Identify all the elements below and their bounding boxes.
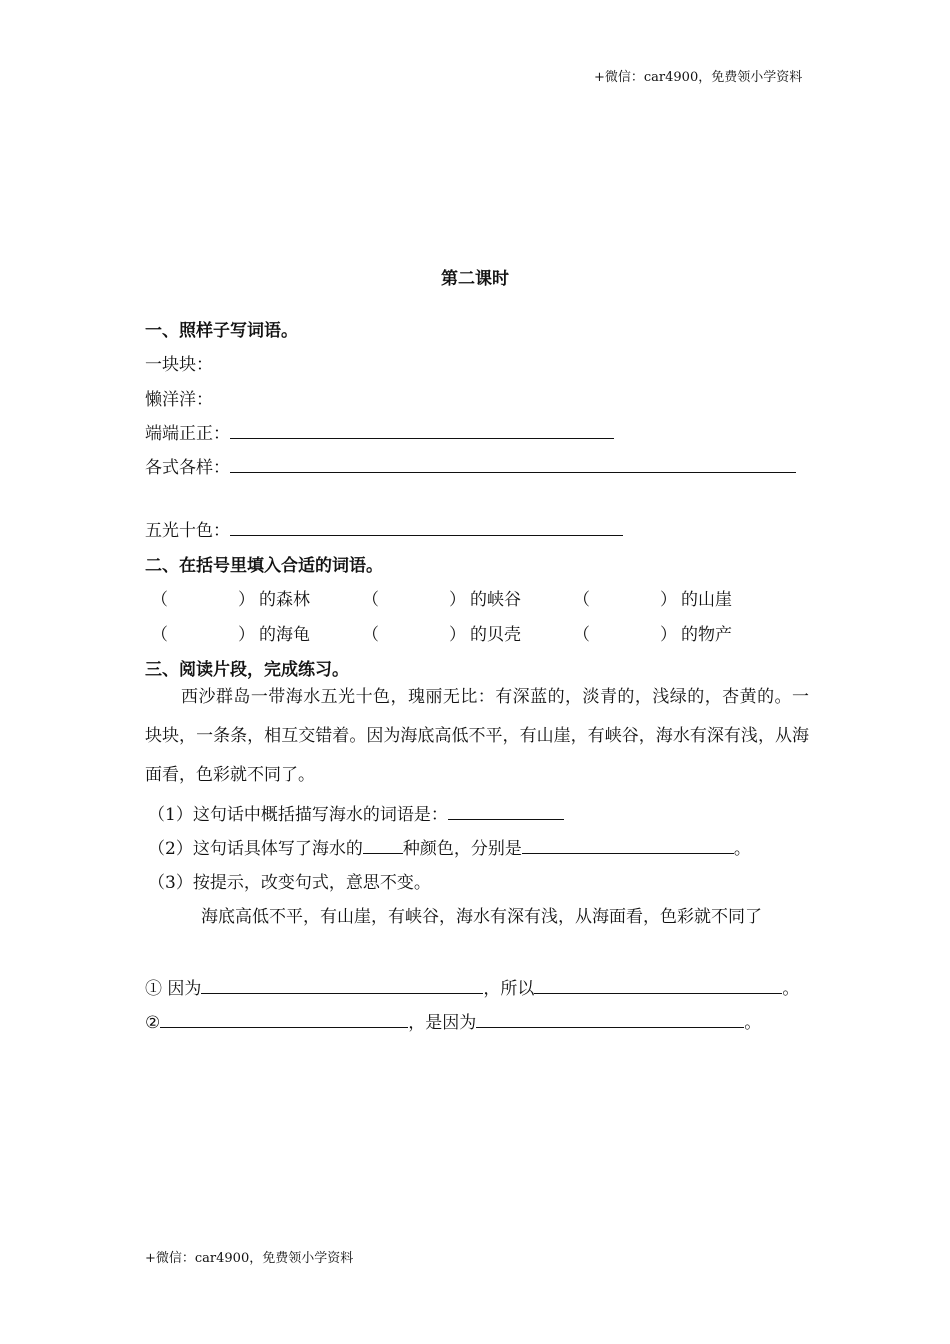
paren-close: ） bbox=[660, 590, 677, 610]
answer-line-1 bbox=[145, 974, 799, 999]
phrase-beike: 的贝壳 bbox=[470, 625, 521, 645]
item-label: 端端正正： bbox=[145, 424, 230, 444]
question-3-sentence: 海底高低不平，有山崖，有峡谷，海水有深有浅，从海面看，色彩就不同了 bbox=[201, 907, 762, 927]
paren-open[interactable]: （ bbox=[573, 590, 590, 610]
item-lanyangyang: 懒洋洋： bbox=[145, 390, 213, 410]
reading-passage: 西沙群岛一带海水五光十色，瑰丽无比：有深蓝的，淡青的，浅绿的，杏黄的。一块块，一条条，相互交错着。因为海底高低不平，有山崖，有峡谷，海水有深有浅，从海面看，色彩就不同了。 bbox=[145, 687, 809, 785]
item-duanduanzhengzheng bbox=[145, 419, 614, 444]
section1-heading: 一、照样子写词语。 bbox=[145, 321, 298, 341]
question-2 bbox=[148, 834, 751, 859]
paren-open[interactable]: （ bbox=[151, 590, 168, 610]
phrase-wuchan: 的物产 bbox=[681, 625, 732, 645]
item-wuguangshise bbox=[145, 516, 623, 541]
paren-close: ） bbox=[449, 625, 466, 645]
question-3: （3）按提示，改变句式，意思不变。 bbox=[148, 873, 431, 893]
question-text: （2）这句话具体写了海水的 bbox=[148, 839, 363, 859]
paren-open[interactable]: （ bbox=[151, 625, 168, 645]
answer-blank[interactable] bbox=[230, 454, 796, 473]
paren-close: ） bbox=[238, 625, 255, 645]
paren-close: ） bbox=[660, 625, 677, 645]
phrase-shanya: 的山崖 bbox=[681, 590, 732, 610]
answer-line-2 bbox=[145, 1008, 761, 1033]
answer-prefix: ① 因为 bbox=[145, 979, 202, 999]
answer-prefix: ② bbox=[145, 1013, 161, 1033]
answer-blank[interactable] bbox=[522, 835, 734, 854]
section2-heading: 二、在括号里填入合适的词语。 bbox=[145, 556, 383, 576]
answer-blank[interactable] bbox=[201, 975, 483, 994]
paren-open[interactable]: （ bbox=[362, 625, 379, 645]
paren-open[interactable]: （ bbox=[573, 625, 590, 645]
answer-blank[interactable] bbox=[476, 1009, 744, 1028]
punctuation: 。 bbox=[733, 839, 751, 859]
phrase-senlin: 的森林 bbox=[259, 590, 310, 610]
footer-note: +微信：car4900，免费领小学资料 bbox=[145, 1251, 354, 1266]
item-label: 各式各样： bbox=[145, 458, 230, 478]
paren-close: ） bbox=[238, 590, 255, 610]
punctuation: 。 bbox=[744, 1013, 762, 1033]
paren-open[interactable]: （ bbox=[362, 590, 379, 610]
punctuation: 。 bbox=[782, 979, 800, 999]
item-yikuaikuai: 一块块： bbox=[145, 355, 213, 375]
connector-text: ，所以 bbox=[483, 979, 535, 999]
answer-blank[interactable] bbox=[230, 420, 614, 439]
paren-close: ） bbox=[449, 590, 466, 610]
section3-heading: 三、阅读片段，完成练习。 bbox=[145, 660, 349, 680]
connector-text: ，是因为 bbox=[408, 1013, 477, 1033]
item-geshigeyang bbox=[145, 453, 796, 478]
question-text: （1）这句话中概括描写海水的词语是： bbox=[148, 805, 448, 825]
answer-blank[interactable] bbox=[230, 517, 623, 536]
question-1 bbox=[148, 800, 564, 825]
phrase-xiagu: 的峡谷 bbox=[470, 590, 521, 610]
phrase-haigui: 的海龟 bbox=[259, 625, 310, 645]
answer-blank[interactable] bbox=[534, 975, 782, 994]
page-title: 第二课时 bbox=[441, 269, 509, 289]
answer-blank[interactable] bbox=[160, 1009, 408, 1028]
question-text: 种颜色，分别是 bbox=[402, 839, 522, 859]
header-note: +微信：car4900，免费领小学资料 bbox=[594, 70, 803, 85]
answer-blank[interactable] bbox=[363, 835, 403, 854]
item-label: 五光十色： bbox=[145, 521, 230, 541]
answer-blank[interactable] bbox=[448, 801, 564, 820]
